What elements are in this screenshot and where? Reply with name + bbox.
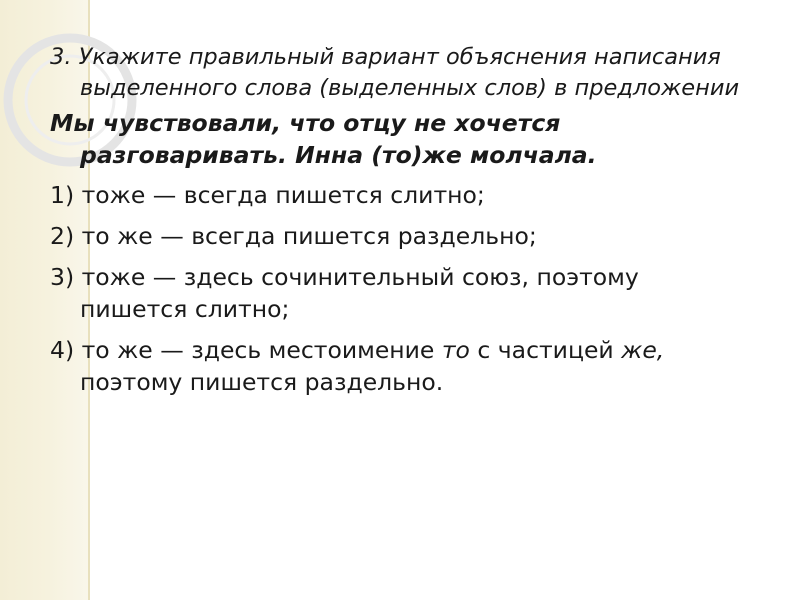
option-number: 3) <box>50 263 75 291</box>
option-text: поэтому пишется раздельно. <box>80 368 444 396</box>
option-1 <box>50 179 750 211</box>
option-4 <box>50 334 750 398</box>
option-text: с частицей <box>469 336 622 364</box>
option-number: 4) <box>50 336 75 364</box>
option-emphasis: то <box>441 336 470 364</box>
option-text: тоже — всегда пишется слитно; <box>74 181 485 209</box>
option-emphasis: же, <box>621 336 665 364</box>
option-text: то же — здесь местоимение <box>74 336 442 364</box>
option-number: 2) <box>50 222 75 250</box>
option-2 <box>50 220 750 252</box>
option-text: то же — всегда пишется раздельно; <box>74 222 537 250</box>
option-text: тоже — здесь сочинительный союз, поэтому пишется слитно; <box>74 263 639 323</box>
option-number: 1) <box>50 181 75 209</box>
slide-content <box>50 42 750 407</box>
option-3 <box>50 261 750 325</box>
example-sentence: Мы чувствовали, что отцу не хочется разговаривать. Инна (то)же молчала. <box>50 109 597 169</box>
task-text: 3. Укажите правильный вариант объяснения написания выделенного слова (выделенных слов) в предложении <box>50 44 740 101</box>
